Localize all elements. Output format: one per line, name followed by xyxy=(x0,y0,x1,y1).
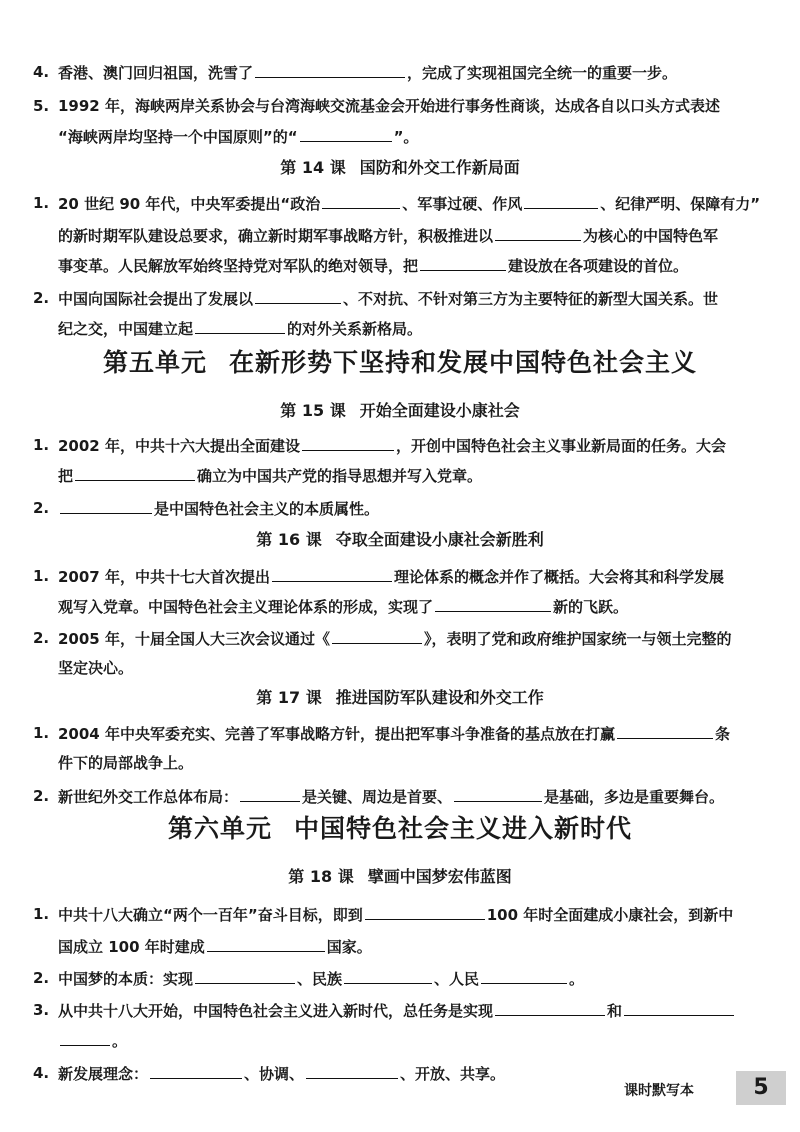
question-number: 1. xyxy=(33,567,50,585)
question-number: 2. xyxy=(33,289,50,307)
answer-blank[interactable] xyxy=(617,723,713,739)
question-line: 4. 新发展理念： 、协调、 、开放、共享。 xyxy=(33,1064,506,1083)
answer-blank[interactable] xyxy=(255,62,405,78)
page-number: 5 xyxy=(736,1071,786,1105)
question-number: 1. xyxy=(33,194,50,212)
question-line: 1. 2002 年，中共十六大提出全面建设 ，开创中国特色社会主义事业新局面的任务。大会 xyxy=(33,436,726,455)
question-line: 2. 新世纪外交工作总体布局： 是关键、周边是首要、 是基础，多边是重要舞台。 xyxy=(33,787,725,806)
question-number: 2. xyxy=(33,787,50,805)
unit-heading: 第六单元 中国特色社会主义进入新时代 xyxy=(167,814,633,843)
lesson-heading: 第 14 课 国防和外交工作新局面 xyxy=(280,158,520,177)
answer-blank[interactable] xyxy=(195,318,285,334)
answer-blank[interactable] xyxy=(302,435,394,451)
answer-blank[interactable] xyxy=(60,1030,110,1046)
question-line: 5. 1992 年，海峡两岸关系协会与台湾海峡交流基金会开始进行事务性商谈，达成各自以口头方式表述 xyxy=(33,97,720,115)
question-line: 1. 中共十八大确立“两个一百年”奋斗目标，即到 100 年时全面建成小康社会，到新中 xyxy=(33,905,734,924)
question-line: 2. 是中国特色社会主义的本质属性。 xyxy=(33,499,380,518)
answer-blank[interactable] xyxy=(420,255,506,271)
lesson-heading: 第 18 课 擘画中国梦宏伟蓝图 xyxy=(288,867,512,886)
answer-blank[interactable] xyxy=(332,628,422,644)
unit-heading: 第五单元 在新形势下坚持和发展中国特色社会主义 xyxy=(102,348,698,377)
answer-blank[interactable] xyxy=(300,126,392,142)
question-line: 。 xyxy=(58,1030,780,1051)
answer-blank[interactable] xyxy=(75,465,195,481)
question-line: 2. 中国向国际社会提出了发展以 、不对抗、不针对第三方为主要特征的新型大国关系。世 xyxy=(33,289,719,308)
answer-blank[interactable] xyxy=(240,786,300,802)
question-line: 事变革。人民解放军始终坚持党对军队的绝对领导，把 建设放在各项建设的首位。 xyxy=(58,257,689,275)
answer-blank[interactable] xyxy=(365,904,485,920)
question-line: 2. 2005 年，十届全国人大三次会议通过《 》，表明了党和政府维护国家统一与领土完整的 xyxy=(33,629,732,648)
question-line: 把 确立为中国共产党的指导思想并写入党章。 xyxy=(58,467,483,485)
question-number: 1. xyxy=(33,724,50,742)
answer-blank[interactable] xyxy=(272,566,392,582)
question-line: 坚定决心。 xyxy=(58,659,134,677)
question-line: 2. 中国梦的本质：实现 、民族 、人民 。 xyxy=(33,969,585,988)
question-line: 1. 2007 年，中共十七大首次提出 理论体系的概念并作了概括。大会将其和科学发展 xyxy=(33,567,724,586)
question-line: 的新时期军队建设总要求，确立新时期军事战略方针，积极推进以 为核心的中国特色军 xyxy=(58,227,719,245)
answer-blank[interactable] xyxy=(495,225,581,241)
answer-blank[interactable] xyxy=(195,968,295,984)
question-line: 4. 香港、澳门回归祖国，洗雪了 ，完成了实现祖国完全统一的重要一步。 xyxy=(33,63,678,82)
answer-blank[interactable] xyxy=(60,498,152,514)
question-number: 3. xyxy=(33,1001,50,1019)
answer-blank[interactable] xyxy=(624,1000,734,1016)
lesson-heading: 第 15 课 开始全面建设小康社会 xyxy=(280,401,520,420)
answer-blank[interactable] xyxy=(495,1000,605,1016)
question-line: “海峡两岸均坚持一个中国原则”的“ ”。 xyxy=(58,128,419,146)
question-line: 观写入党章。中国特色社会主义理论体系的形成，实现了 新的飞跃。 xyxy=(58,598,629,616)
question-number: 4. xyxy=(33,63,50,81)
question-number: 4. xyxy=(33,1064,50,1082)
answer-blank[interactable] xyxy=(481,968,567,984)
answer-blank[interactable] xyxy=(150,1063,242,1079)
answer-blank[interactable] xyxy=(255,288,341,304)
question-line: 1. 2004 年中央军委充实、完善了军事战略方针，提出把军事斗争准备的基点放在打赢 条 xyxy=(33,724,730,743)
lesson-heading: 第 16 课 夺取全面建设小康社会新胜利 xyxy=(256,530,544,549)
question-line: 件下的局部战争上。 xyxy=(58,754,194,772)
question-number: 2. xyxy=(33,499,50,517)
question-number: 1. xyxy=(33,436,50,454)
answer-blank[interactable] xyxy=(207,936,325,952)
lesson-heading: 第 17 课 推进国防军队建设和外交工作 xyxy=(256,688,544,707)
footer-book-title: 课时默写本 xyxy=(624,1083,694,1099)
answer-blank[interactable] xyxy=(344,968,432,984)
question-number: 2. xyxy=(33,629,50,647)
question-number: 1. xyxy=(33,905,50,923)
question-line: 国成立 100 年时建成 国家。 xyxy=(58,938,372,956)
question-line: 1. 20 世纪 90 年代，中央军委提出“政治 、军事过硬、作风 、纪律严明、保障有力” xyxy=(33,194,761,213)
answer-blank[interactable] xyxy=(454,786,542,802)
answer-blank[interactable] xyxy=(306,1063,398,1079)
question-line: 纪之交，中国建立起 的对外关系新格局。 xyxy=(58,320,423,338)
answer-blank[interactable] xyxy=(322,193,400,209)
question-number: 5. xyxy=(33,97,50,115)
question-line: 3. 从中共十八大开始，中国特色社会主义进入新时代，总任务是实现 和 xyxy=(58,1000,780,1021)
question-number: 2. xyxy=(33,969,50,987)
answer-blank[interactable] xyxy=(524,193,598,209)
answer-blank[interactable] xyxy=(435,596,551,612)
